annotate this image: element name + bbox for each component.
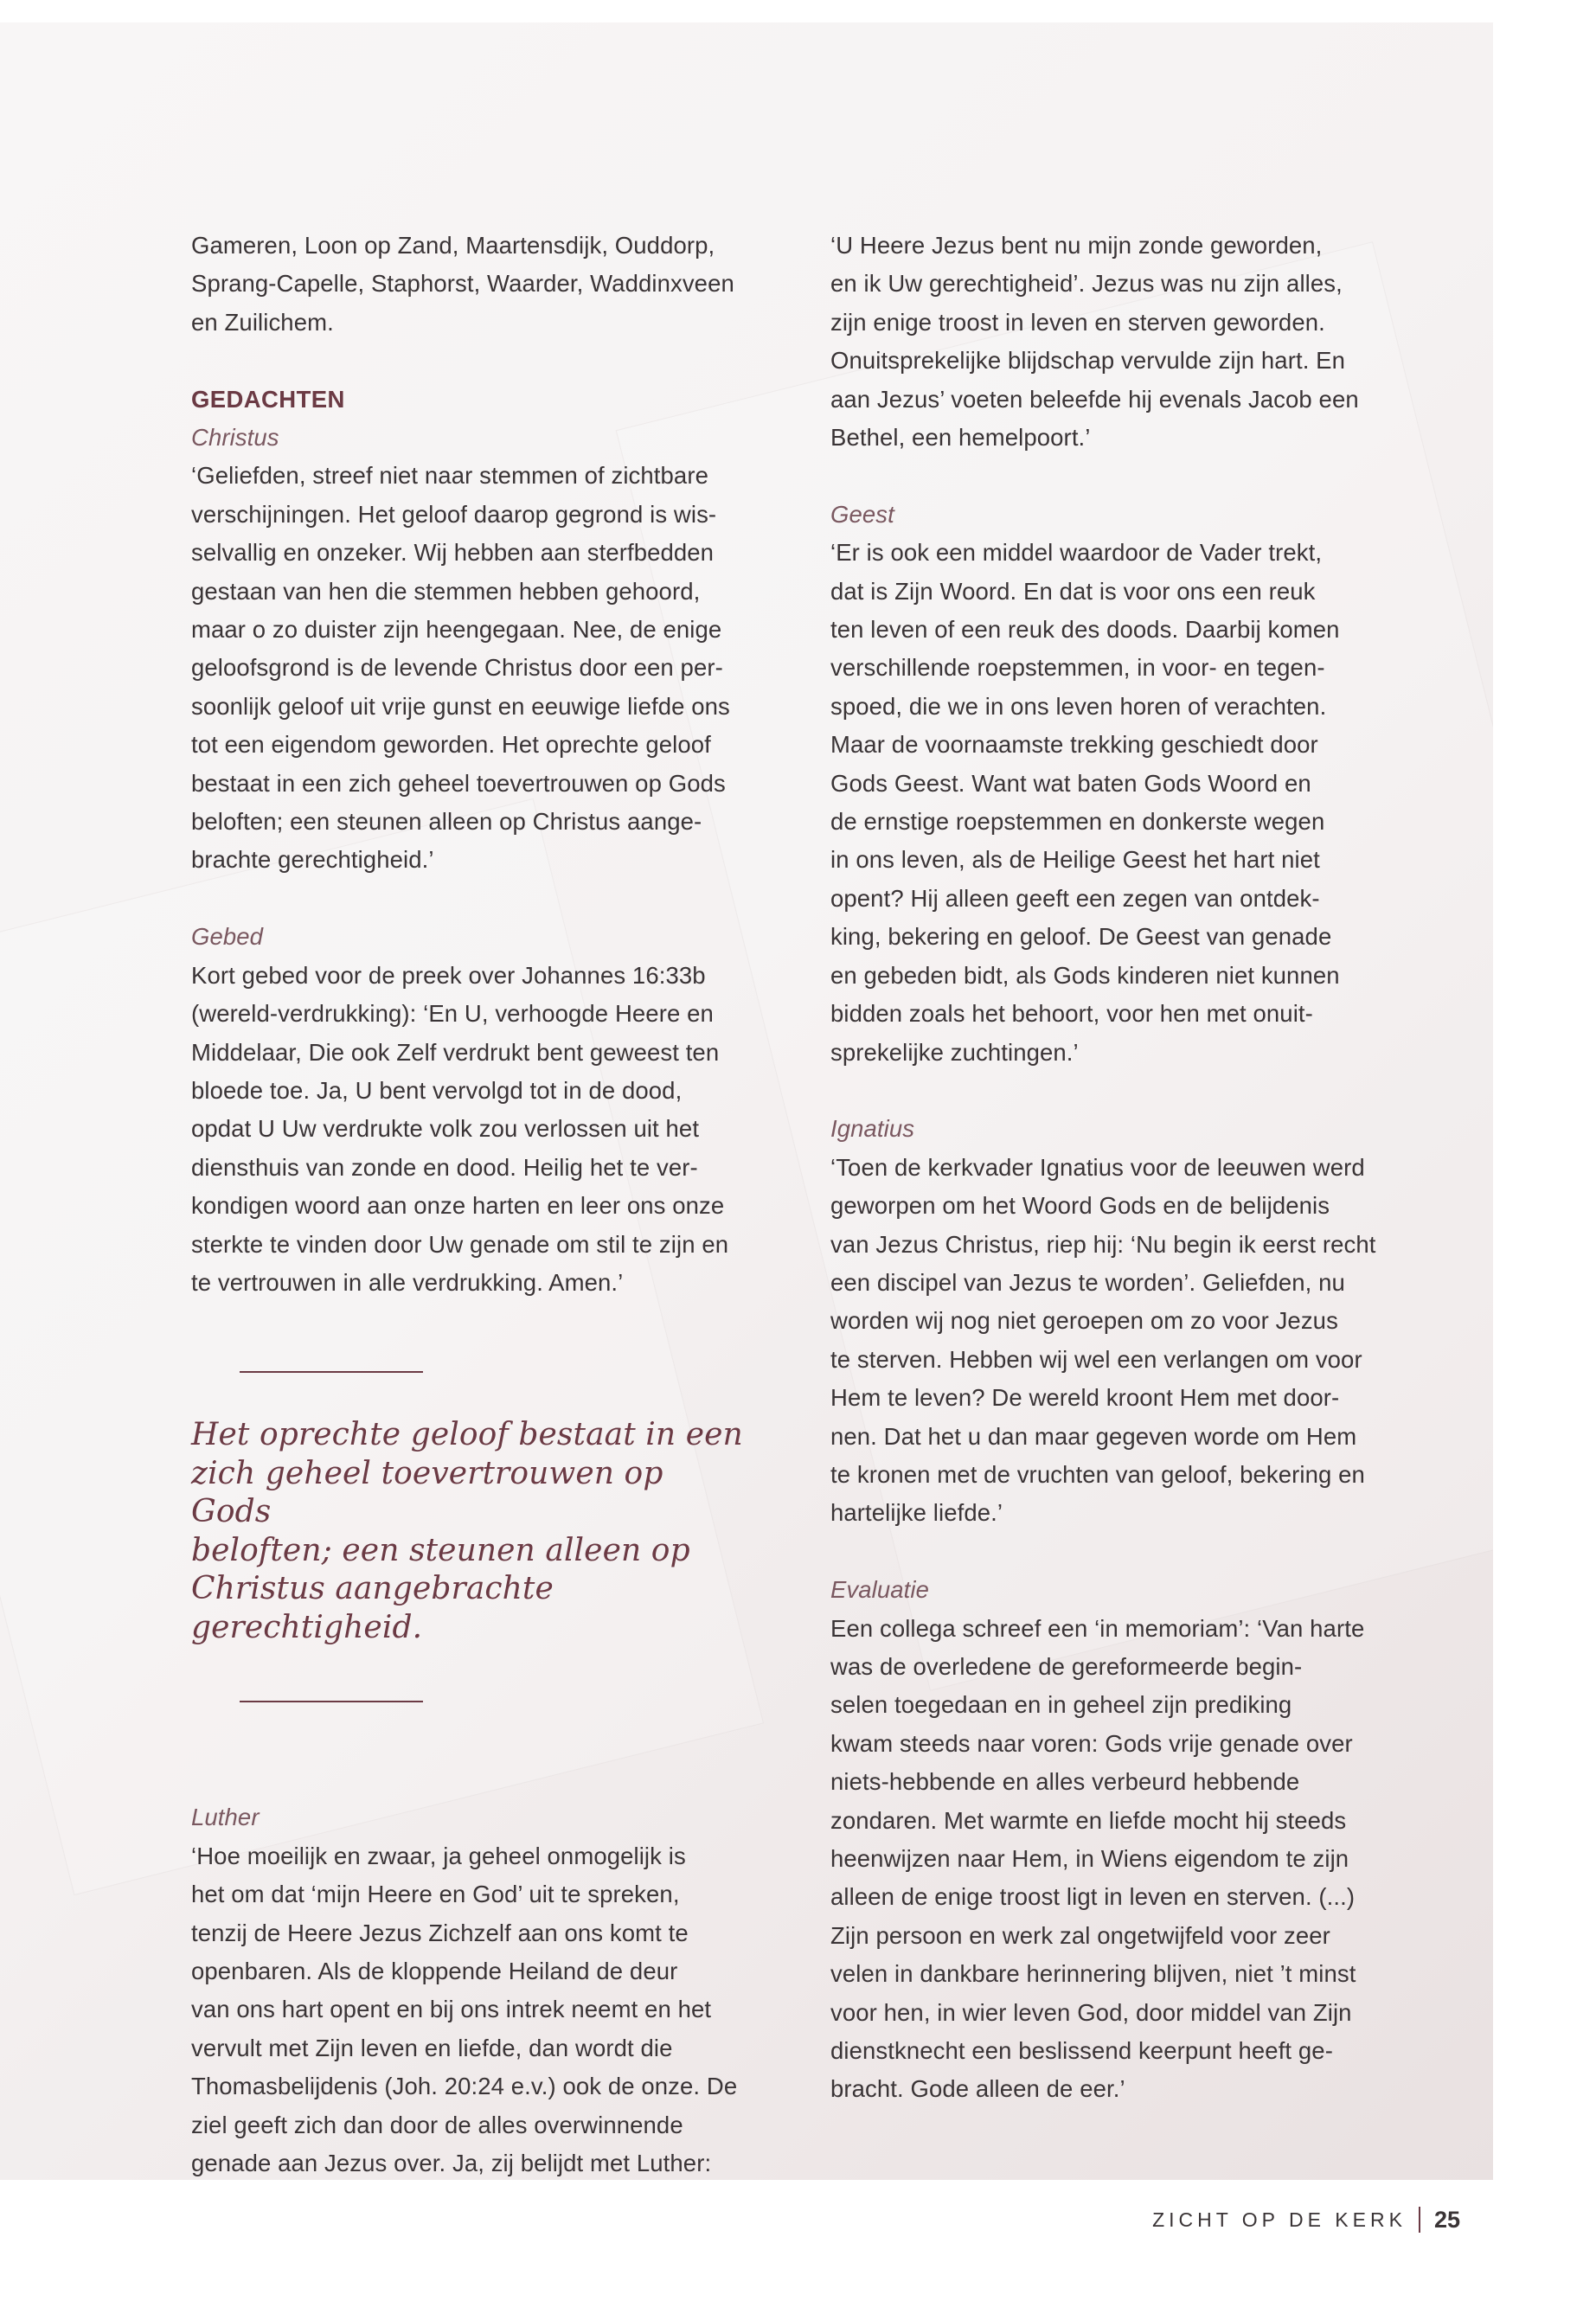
right-column bbox=[830, 227, 1427, 2109]
subheading-christus: Christus bbox=[191, 424, 279, 452]
subheading-ignatius: Ignatius bbox=[830, 1115, 915, 1143]
page-footer bbox=[1152, 2202, 1460, 2237]
christus-paragraph: ‘Geliefden, streef niet naar stemmen of zichtbare verschijningen. Het geloof daarop gegrond is wis- selvallig en onzeker. Wij hebben aan sterfbedden gestaan van hen die stemmen hebben gehoord, maar o zo duister zijn heengegaan. Nee, de enige geloofsgrond is de levende Christus door een per- soonlijk geloof uit vrije gunst en eeuwige liefde ons tot een eigendom geworden. Het oprechte geloof bestaat in een zich geheel toevertrouwen op Gods beloften; een steunen alleen op Christus aange- brachte gerechtigheid.’ bbox=[191, 462, 730, 874]
footer-divider bbox=[1419, 2207, 1420, 2233]
page-number: 25 bbox=[1433, 2206, 1460, 2233]
luther-paragraph: ‘Hoe moeilijk en zwaar, ja geheel onmogelijk is het om dat ‘mijn Heere en God’ uit te spreken, tenzij de Heere Jezus Zichzelf aan ons komt te openbaren. Als de kloppende Heiland de deur van ons hart opent en bij ons intrek neemt en het vervult met Zijn leven en liefde, dan wordt die Thomasbelijdenis (Joh. 20:24 e.v.) ook de onze. De ziel geeft zich dan door de alles overwinnende genade aan Jezus over. Ja, zij belijdt met Luther: bbox=[191, 1842, 738, 2176]
subheading-evaluatie: Evaluatie bbox=[830, 1576, 930, 1604]
luther-continued-paragraph: ‘U Heere Jezus bent nu mijn zonde geworden, en ik Uw gerechtigheid’. Jezus was nu zijn alles, zijn enige troost in leven en sterven geworden. Onuitsprekelijke blijdschap vervulde zijn hart. En aan Jezus’ voeten beleefde hij evenals Jacob een Bethel, een hemelpoort.’ bbox=[830, 232, 1359, 452]
geest-paragraph: ‘Er is ook een middel waardoor de Vader trekt, dat is Zijn Woord. En dat is voor ons een reuk ten leven of een reuk des doods. Daarbij komen verschillende roepstemmen, in voor- en tegen- spoed, die we in ons leven horen of verachten. Maar de voornaamste trekking geschiedt door Gods Geest. Want wat baten Gods Woord en de ernstige roepstemmen en donkerste wegen in ons leven, als de Heilige Geest het hart niet opent? Hij alleen geeft een zegen van ontdek- king, bekering en geloof. De Geest van genade en gebeden bidt, als Gods kinderen niet kunnen bidden zoals het behoort, voor hen met onuit- sprekelijke zuchtingen.’ bbox=[830, 539, 1340, 1066]
evaluatie-paragraph: Een collega schreef een ‘in memoriam’: ‘Van harte was de overledene de gereformeerde begin- selen toegedaan en in geheel zijn prediking kwam steeds naar voren: Gods vrije genade over niets-hebbende en alles verbeurd hebbende zondaren. Met warmte en liefde mocht hij steeds heenwijzen naar Hem, in Wiens eigendom te zijn alleen de enige troost ligt in leven en sterven. (...) Zijn persoon en werk zal ongetwijfeld voor zeer velen in dankbare herinnering blijven, niet ’t minst voor hen, in wier leven God, door middel van Zijn dienstknecht een beslissend keerpunt heeft ge- bracht. Gode alleen de eer.’ bbox=[830, 1614, 1365, 2103]
magazine-title: ZICHT OP DE KERK bbox=[1152, 2208, 1407, 2231]
left-column bbox=[191, 227, 788, 2182]
pull-quote: Het oprechte geloof bestaat in een zich geheel toevertrouwen op Gods beloften; een steunen alleen op Christus aangebrachte gerechtigheid. bbox=[191, 1417, 743, 1645]
section-heading: GEDACHTEN bbox=[191, 385, 345, 413]
intro-paragraph: Gameren, Loon op Zand, Maartensdijk, Ouddorp, Sprang-Capelle, Staphorst, Waarder, Waddinxveen en Zuilichem. bbox=[191, 232, 734, 336]
subheading-gebed: Gebed bbox=[191, 923, 264, 951]
gebed-paragraph: Kort gebed voor de preek over Johannes 16:33b (wereld-verdrukking): ‘En U, verhoogde Heere en Middelaar, Die ook Zelf verdrukt bent geweest ten bloede toe. Ja, U bent vervolgd tot in de dood, opdat U Uw verdrukte volk zou verlossen uit het diensthuis van zonde en dood. Heilig het te ver- kondigen woord aan onze harten en leer ons onze sterkte te vinden door Uw genade om stil te zijn en te vertrouwen in alle verdrukking. Amen.’ bbox=[191, 961, 729, 1296]
ignatius-paragraph: ‘Toen de kerkvader Ignatius voor de leeuwen werd geworpen om het Woord Gods en de belijdenis van Jezus Christus, riep hij: ‘Nu begin ik eerst recht een discipel van Jezus te worden’. Geliefden, nu worden wij nog niet geroepen om zo voor Jezus te sterven. Hebben wij wel een verlangen om voor Hem te leven? De wereld kroont Hem met door- nen. Dat het u dan maar gegeven worde om Hem te kronen met de vruchten van geloof, bekering en hartelijke liefde.’ bbox=[830, 1153, 1376, 1527]
subheading-geest: Geest bbox=[830, 500, 894, 528]
subheading-luther: Luther bbox=[191, 1804, 260, 1831]
